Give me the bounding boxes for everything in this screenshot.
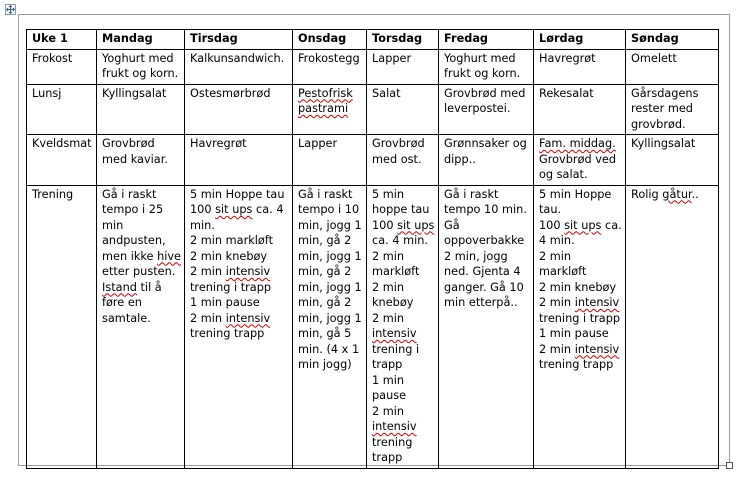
spellcheck-flag: intensiv bbox=[574, 342, 620, 356]
row-label-breakfast[interactable]: Frokost bbox=[27, 49, 97, 84]
table-cell[interactable]: Havregrøt bbox=[185, 135, 293, 186]
header-tuesday[interactable]: Tirsdag bbox=[185, 30, 293, 50]
header-monday[interactable]: Mandag bbox=[97, 30, 185, 50]
spellcheck-flag: Fam. middag. bbox=[539, 137, 616, 150]
spellcheck-flag: intensiv bbox=[372, 327, 417, 340]
spellcheck-flag: intensiv bbox=[225, 265, 271, 278]
table-cell[interactable]: Gå i raskt tempo 10 min. Gå oppoverbakke 2 min, jogg ned. Gjenta 4 ganger. Gå 10 min etterpå.. bbox=[439, 185, 534, 468]
table-cell[interactable]: Grønnsaker og dipp.. bbox=[439, 135, 534, 186]
spellcheck-flag: sit ups bbox=[564, 218, 602, 232]
table-move-handle-icon[interactable] bbox=[5, 4, 16, 15]
spellcheck-flag: intensiv bbox=[225, 311, 271, 325]
table-cell[interactable]: Yoghurt med frukt og korn. bbox=[439, 49, 534, 84]
table-cell[interactable]: Rekesalat bbox=[534, 84, 626, 135]
header-sunday[interactable]: Søndag bbox=[626, 30, 719, 50]
row-label-lunch[interactable]: Lunsj bbox=[27, 84, 97, 135]
spellcheck-flag: hive bbox=[157, 249, 182, 263]
spellcheck-flag: sit ups bbox=[397, 218, 435, 232]
spellcheck-flag: intensiv bbox=[372, 420, 417, 433]
table-cell[interactable]: Kyllingsalat bbox=[626, 135, 719, 186]
table-cell[interactable]: Fam. middag. Grovbrød ved og salat. bbox=[534, 135, 626, 186]
table-cell[interactable]: Grovbrød med leverpostei. bbox=[439, 84, 534, 135]
table-resize-handle-icon[interactable] bbox=[726, 462, 733, 469]
row-breakfast bbox=[27, 49, 719, 84]
table-cell[interactable]: 5 min Hoppe tau 100 sit ups ca. 4 min. 2 min markløft 2 min knebøy 2 min intensiv trening i trapp 1 min pause 2 min intensiv trening trapp bbox=[185, 185, 293, 468]
table-cell[interactable]: Havregrøt bbox=[534, 49, 626, 84]
table-cell[interactable]: Yoghurt med frukt og korn. bbox=[97, 49, 185, 84]
table-cell[interactable]: Ostesmørbrød bbox=[185, 84, 293, 135]
spellcheck-flag: sit ups bbox=[215, 203, 253, 216]
header-week[interactable]: Uke 1 bbox=[27, 30, 97, 50]
row-label-evening-meal[interactable]: Kveldsmat bbox=[27, 135, 97, 186]
table-cell[interactable]: Salat bbox=[367, 84, 439, 135]
table-cell[interactable]: Grovbrød med ost. bbox=[367, 135, 439, 186]
row-lunch bbox=[27, 84, 719, 135]
table-cell[interactable]: 5 min Hoppe tau. 100 sit ups ca. 4 min. 2 min markløft 2 min knebøy 2 min intensiv trening i trapp 1 min pause 2 min intensiv trening trapp bbox=[534, 185, 626, 468]
table-cell[interactable] bbox=[293, 84, 367, 135]
row-evening-meal bbox=[27, 135, 719, 186]
spellcheck-flag: intensiv bbox=[574, 296, 620, 309]
table-cell[interactable]: Kalkunsandwich. bbox=[185, 49, 293, 84]
table-cell[interactable]: Omelett bbox=[626, 49, 719, 84]
weekly-plan-table bbox=[26, 29, 719, 469]
table-cell[interactable]: Gårsdagens rester med grovbrød. bbox=[626, 84, 719, 135]
table-cell[interactable]: Grovbrød med kaviar. bbox=[97, 135, 185, 186]
table-cell[interactable]: Kyllingsalat bbox=[97, 84, 185, 135]
header-friday[interactable]: Fredag bbox=[439, 30, 534, 50]
header-row bbox=[27, 30, 719, 50]
header-wednesday[interactable]: Onsdag bbox=[293, 30, 367, 50]
header-thursday[interactable]: Torsdag bbox=[367, 30, 439, 50]
table-cell[interactable]: Gå i raskt tempo i 25 min andpusten, men ikke hive etter pusten. Istand til å føre en samtale. bbox=[97, 185, 185, 468]
table-cell[interactable]: Gå i raskt tempo i 10 min, jogg 1 min, gå 2 min, jogg 1 min, gå 2 min, jogg 1 min, gå 2 min, jogg 1 min, gå 5 min. (4 x 1 min jogg) bbox=[293, 185, 367, 468]
spellcheck-flag: Istand bbox=[102, 280, 137, 294]
row-label-training[interactable]: Trening bbox=[27, 185, 97, 468]
table-cell[interactable]: Lapper bbox=[367, 49, 439, 84]
table-cell[interactable]: Rolig gåtur.. bbox=[626, 185, 719, 468]
table-cell[interactable]: 5 min hoppe tau 100 sit ups ca. 4 min. 2 min markløft 2 min knebøy 2 min intensiv trening i trapp 1 min pause 2 min intensiv trening trapp bbox=[367, 185, 439, 468]
header-saturday[interactable]: Lørdag bbox=[534, 30, 626, 50]
spellcheck-flag: gåtur bbox=[662, 187, 692, 201]
spellcheck-flag: Pestofrisk pastrami bbox=[298, 86, 353, 115]
table-cell[interactable]: Lapper bbox=[293, 135, 367, 186]
table-cell[interactable]: Frokostegg bbox=[293, 49, 367, 84]
row-training bbox=[27, 185, 719, 468]
